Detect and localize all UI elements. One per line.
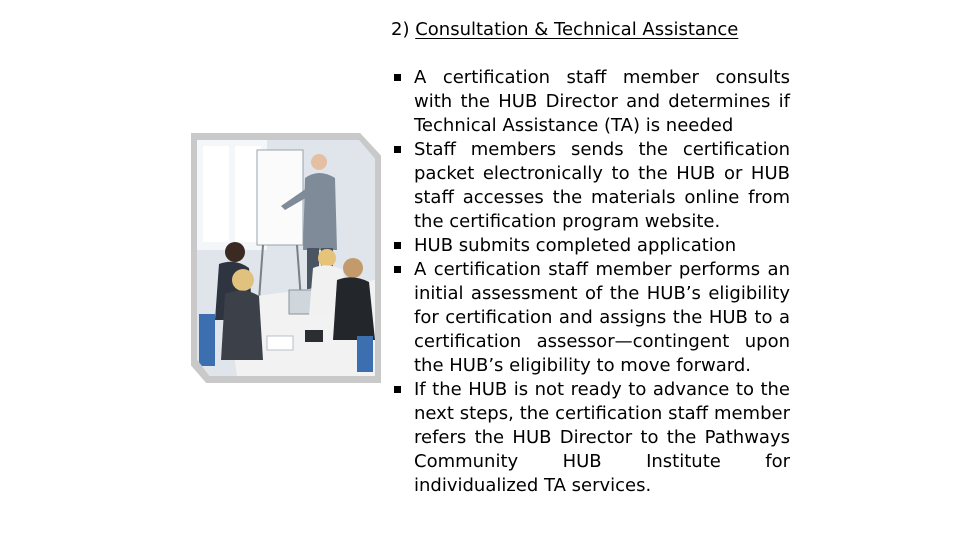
bullet-text: If the HUB is not ready to advance to the next steps, the certification staff member refers the HUB Director to the Pathways Community HUB Institute for individualized TA services. bbox=[414, 379, 790, 496]
square-bullet-icon bbox=[394, 266, 401, 273]
list-item bbox=[392, 234, 790, 258]
list-item bbox=[392, 258, 790, 378]
square-bullet-icon bbox=[394, 74, 401, 81]
list-item bbox=[392, 378, 790, 498]
section-number: 2) bbox=[391, 19, 410, 40]
bullet-text: A certification staff member performs an initial assessment of the HUB’s eligibility for certification and assigns the HUB to a certification assessor—contingent upon the HUB’s eligibility to move forward. bbox=[414, 259, 790, 376]
bullet-list bbox=[392, 66, 790, 498]
meeting-illustration bbox=[197, 140, 375, 376]
section-heading bbox=[391, 17, 738, 43]
bullet-text: A certification staff member consults with the HUB Director and determines if Technical Assistance (TA) is needed bbox=[414, 67, 790, 136]
square-bullet-icon bbox=[394, 146, 401, 153]
square-bullet-icon bbox=[394, 386, 401, 393]
square-bullet-icon bbox=[394, 242, 401, 249]
bullet-text: Staff members sends the certification packet electronically to the HUB or HUB staff accesses the materials online from the certification program website. bbox=[414, 139, 790, 232]
meeting-photo bbox=[197, 140, 375, 376]
section-title: Consultation & Technical Assistance bbox=[415, 19, 739, 40]
list-item bbox=[392, 138, 790, 234]
bullet-text: HUB submits completed application bbox=[414, 235, 737, 256]
meeting-photo-frame bbox=[191, 133, 381, 383]
list-item bbox=[392, 66, 790, 138]
